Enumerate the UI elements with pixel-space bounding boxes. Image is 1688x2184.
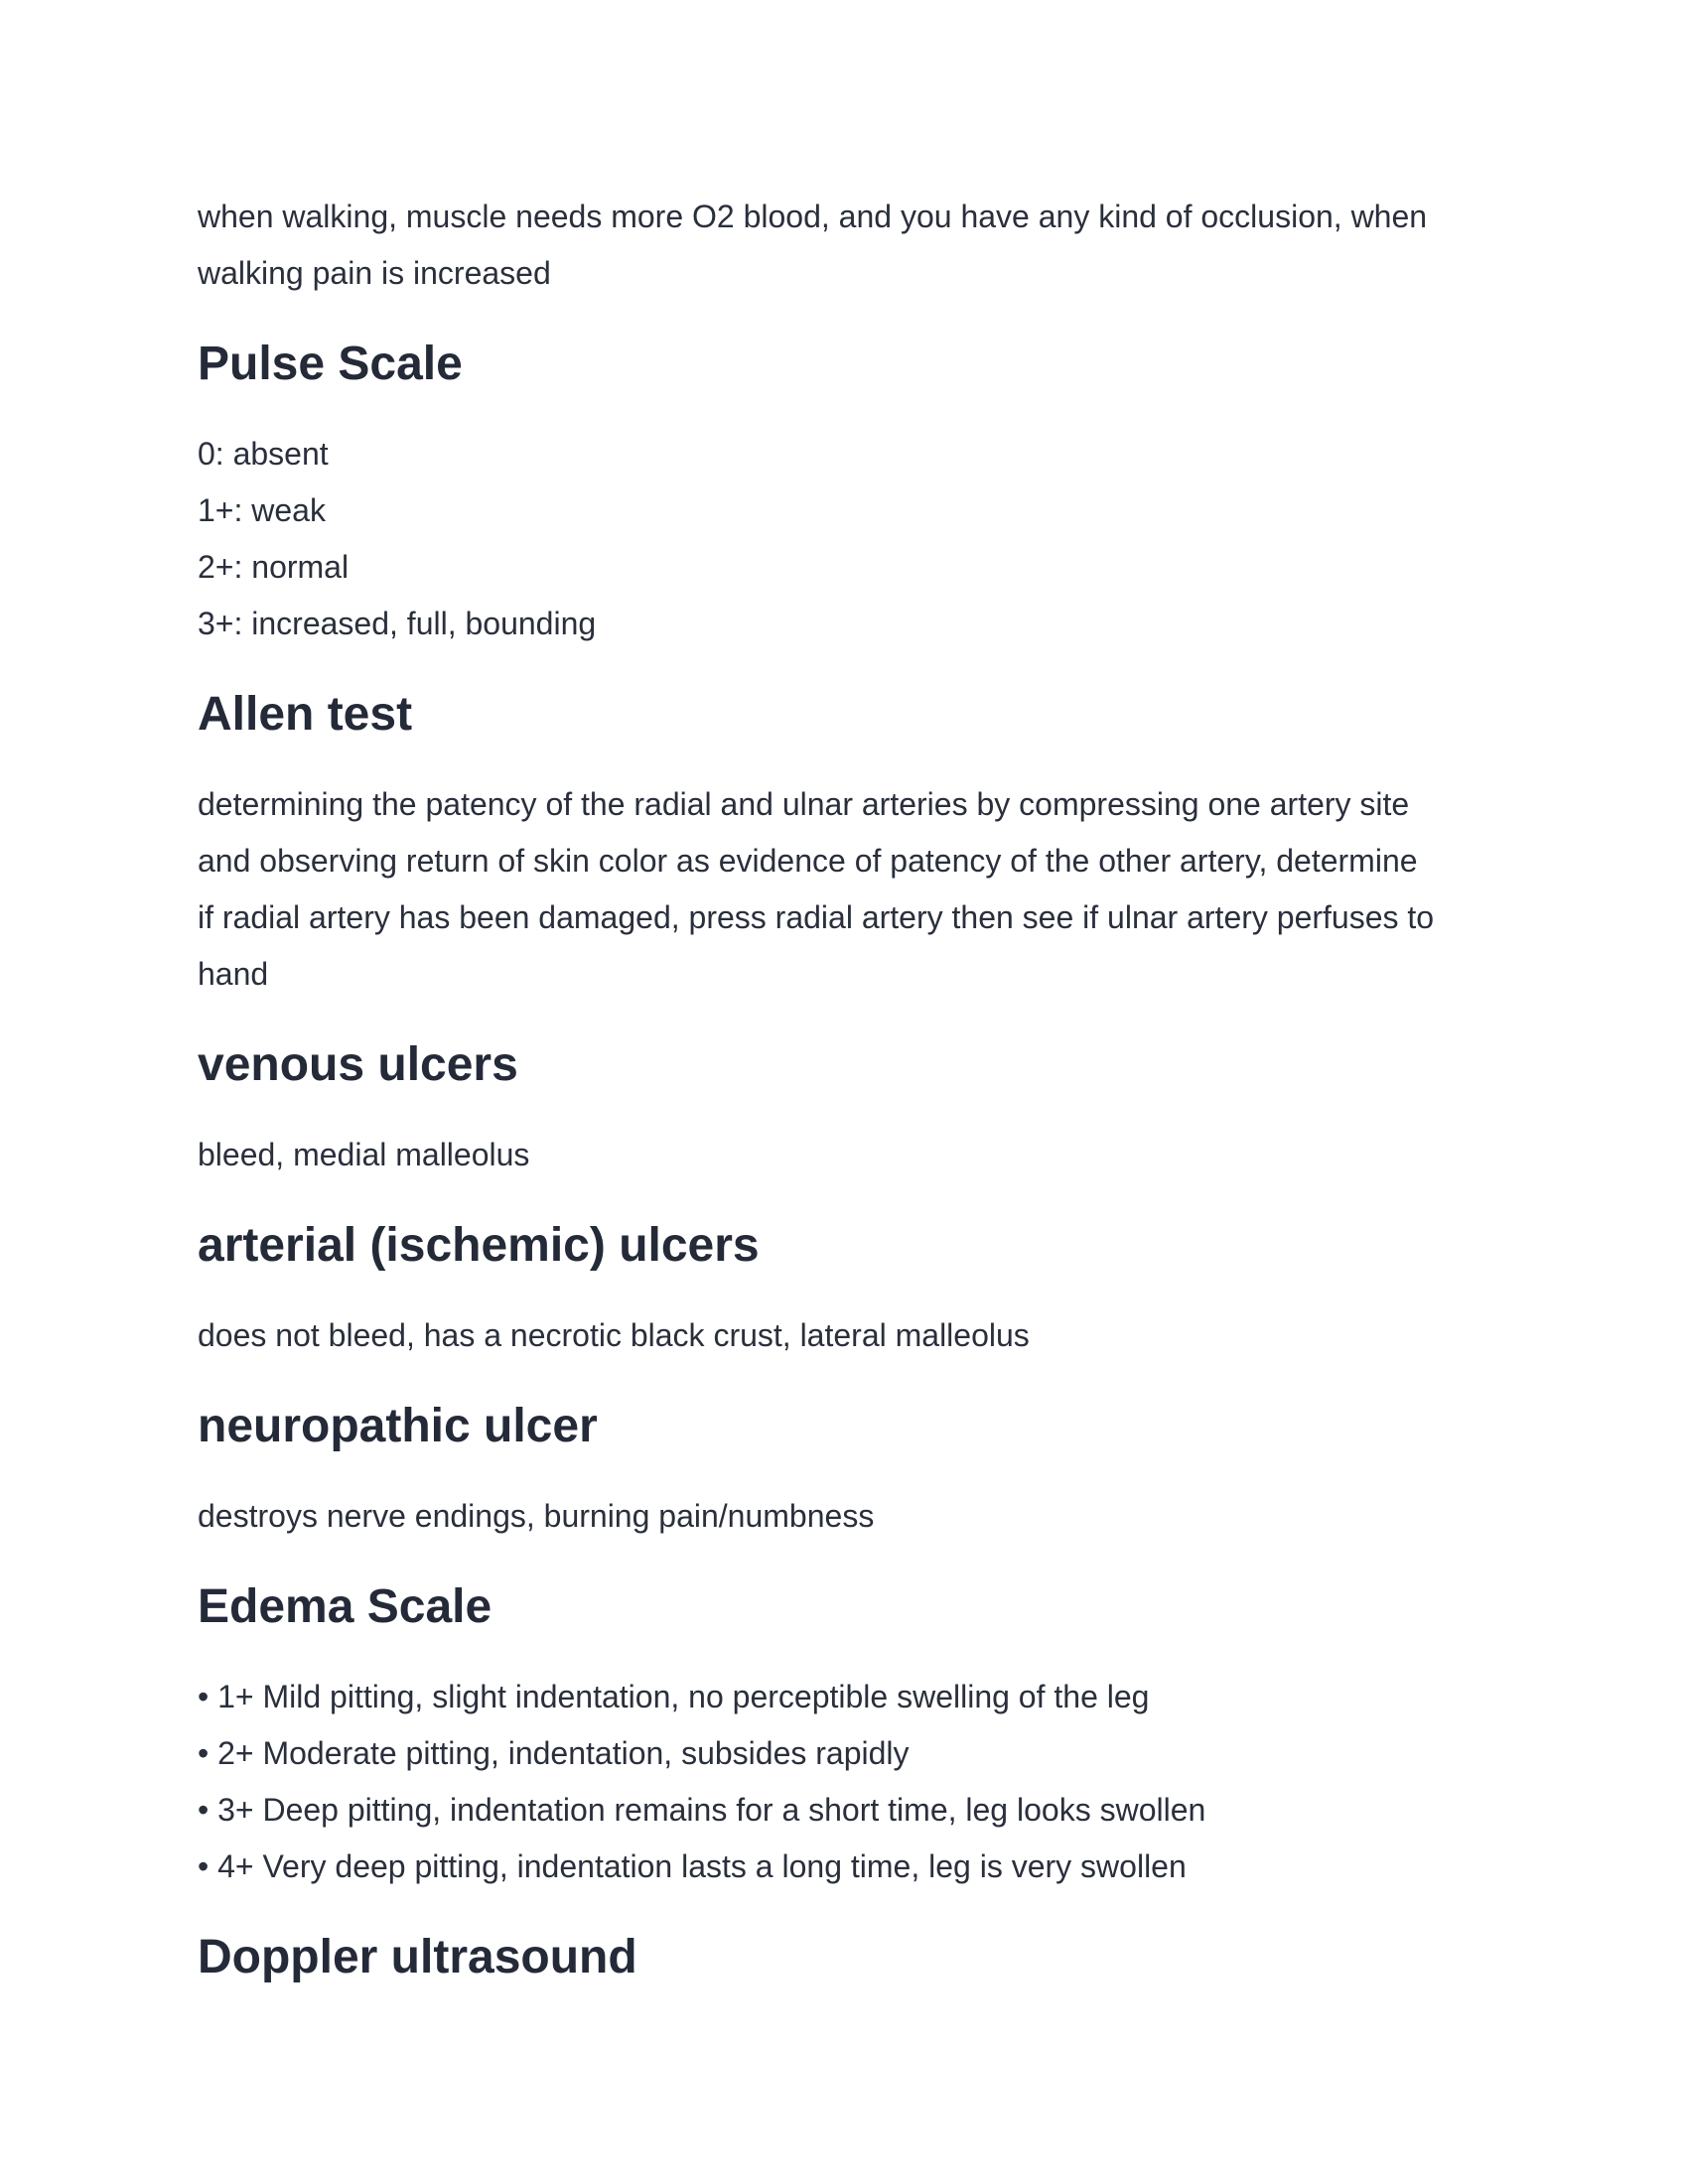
neuropathic-ulcer-text: destroys nerve endings, burning pain/numbness	[198, 1498, 875, 1534]
allen-test-line: if radial artery has been damaged, press radial artery then see if ulnar artery perfuses to	[198, 899, 1435, 935]
edema-scale-item: • 1+ Mild pitting, slight indentation, no perceptible swelling of the leg	[198, 1679, 1150, 1714]
neuropathic-ulcer-heading: neuropathic ulcer	[198, 1400, 598, 1452]
intro-paragraph	[198, 189, 1498, 302]
document-page	[198, 189, 1498, 1985]
pulse-scale-heading: Pulse Scale	[198, 338, 463, 390]
pulse-scale-list	[198, 426, 1498, 652]
allen-test-line: hand	[198, 956, 269, 992]
intro-line: walking pain is increased	[198, 255, 551, 291]
pulse-scale-item: 2+: normal	[198, 549, 350, 585]
allen-test-heading: Allen test	[198, 688, 413, 741]
pulse-scale-item: 3+: increased, full, bounding	[198, 606, 597, 641]
edema-scale-item: • 3+ Deep pitting, indentation remains for a short time, leg looks swollen	[198, 1792, 1206, 1828]
arterial-ulcers-heading: arterial (ischemic) ulcers	[198, 1219, 760, 1272]
edema-scale-item: • 4+ Very deep pitting, indentation lasts a long time, leg is very swollen	[198, 1848, 1187, 1884]
allen-test-line: determining the patency of the radial and ulnar arteries by compressing one artery site	[198, 786, 1410, 822]
pulse-scale-item: 1+: weak	[198, 492, 326, 528]
arterial-ulcers-text: does not bleed, has a necrotic black crust, lateral malleolus	[198, 1317, 1030, 1353]
edema-scale-heading: Edema Scale	[198, 1580, 492, 1633]
allen-test-paragraph	[198, 776, 1498, 1003]
edema-scale-item: • 2+ Moderate pitting, indentation, subsides rapidly	[198, 1735, 910, 1771]
edema-scale-list	[198, 1669, 1498, 1895]
venous-ulcers-text: bleed, medial malleolus	[198, 1137, 530, 1172]
allen-test-line: and observing return of skin color as evidence of patency of the other artery, determine	[198, 843, 1418, 879]
doppler-heading: Doppler ultrasound	[198, 1931, 637, 1983]
venous-ulcers-heading: venous ulcers	[198, 1038, 518, 1091]
intro-line: when walking, muscle needs more O2 blood, and you have any kind of occlusion, when	[198, 199, 1428, 234]
pulse-scale-item: 0: absent	[198, 436, 329, 472]
